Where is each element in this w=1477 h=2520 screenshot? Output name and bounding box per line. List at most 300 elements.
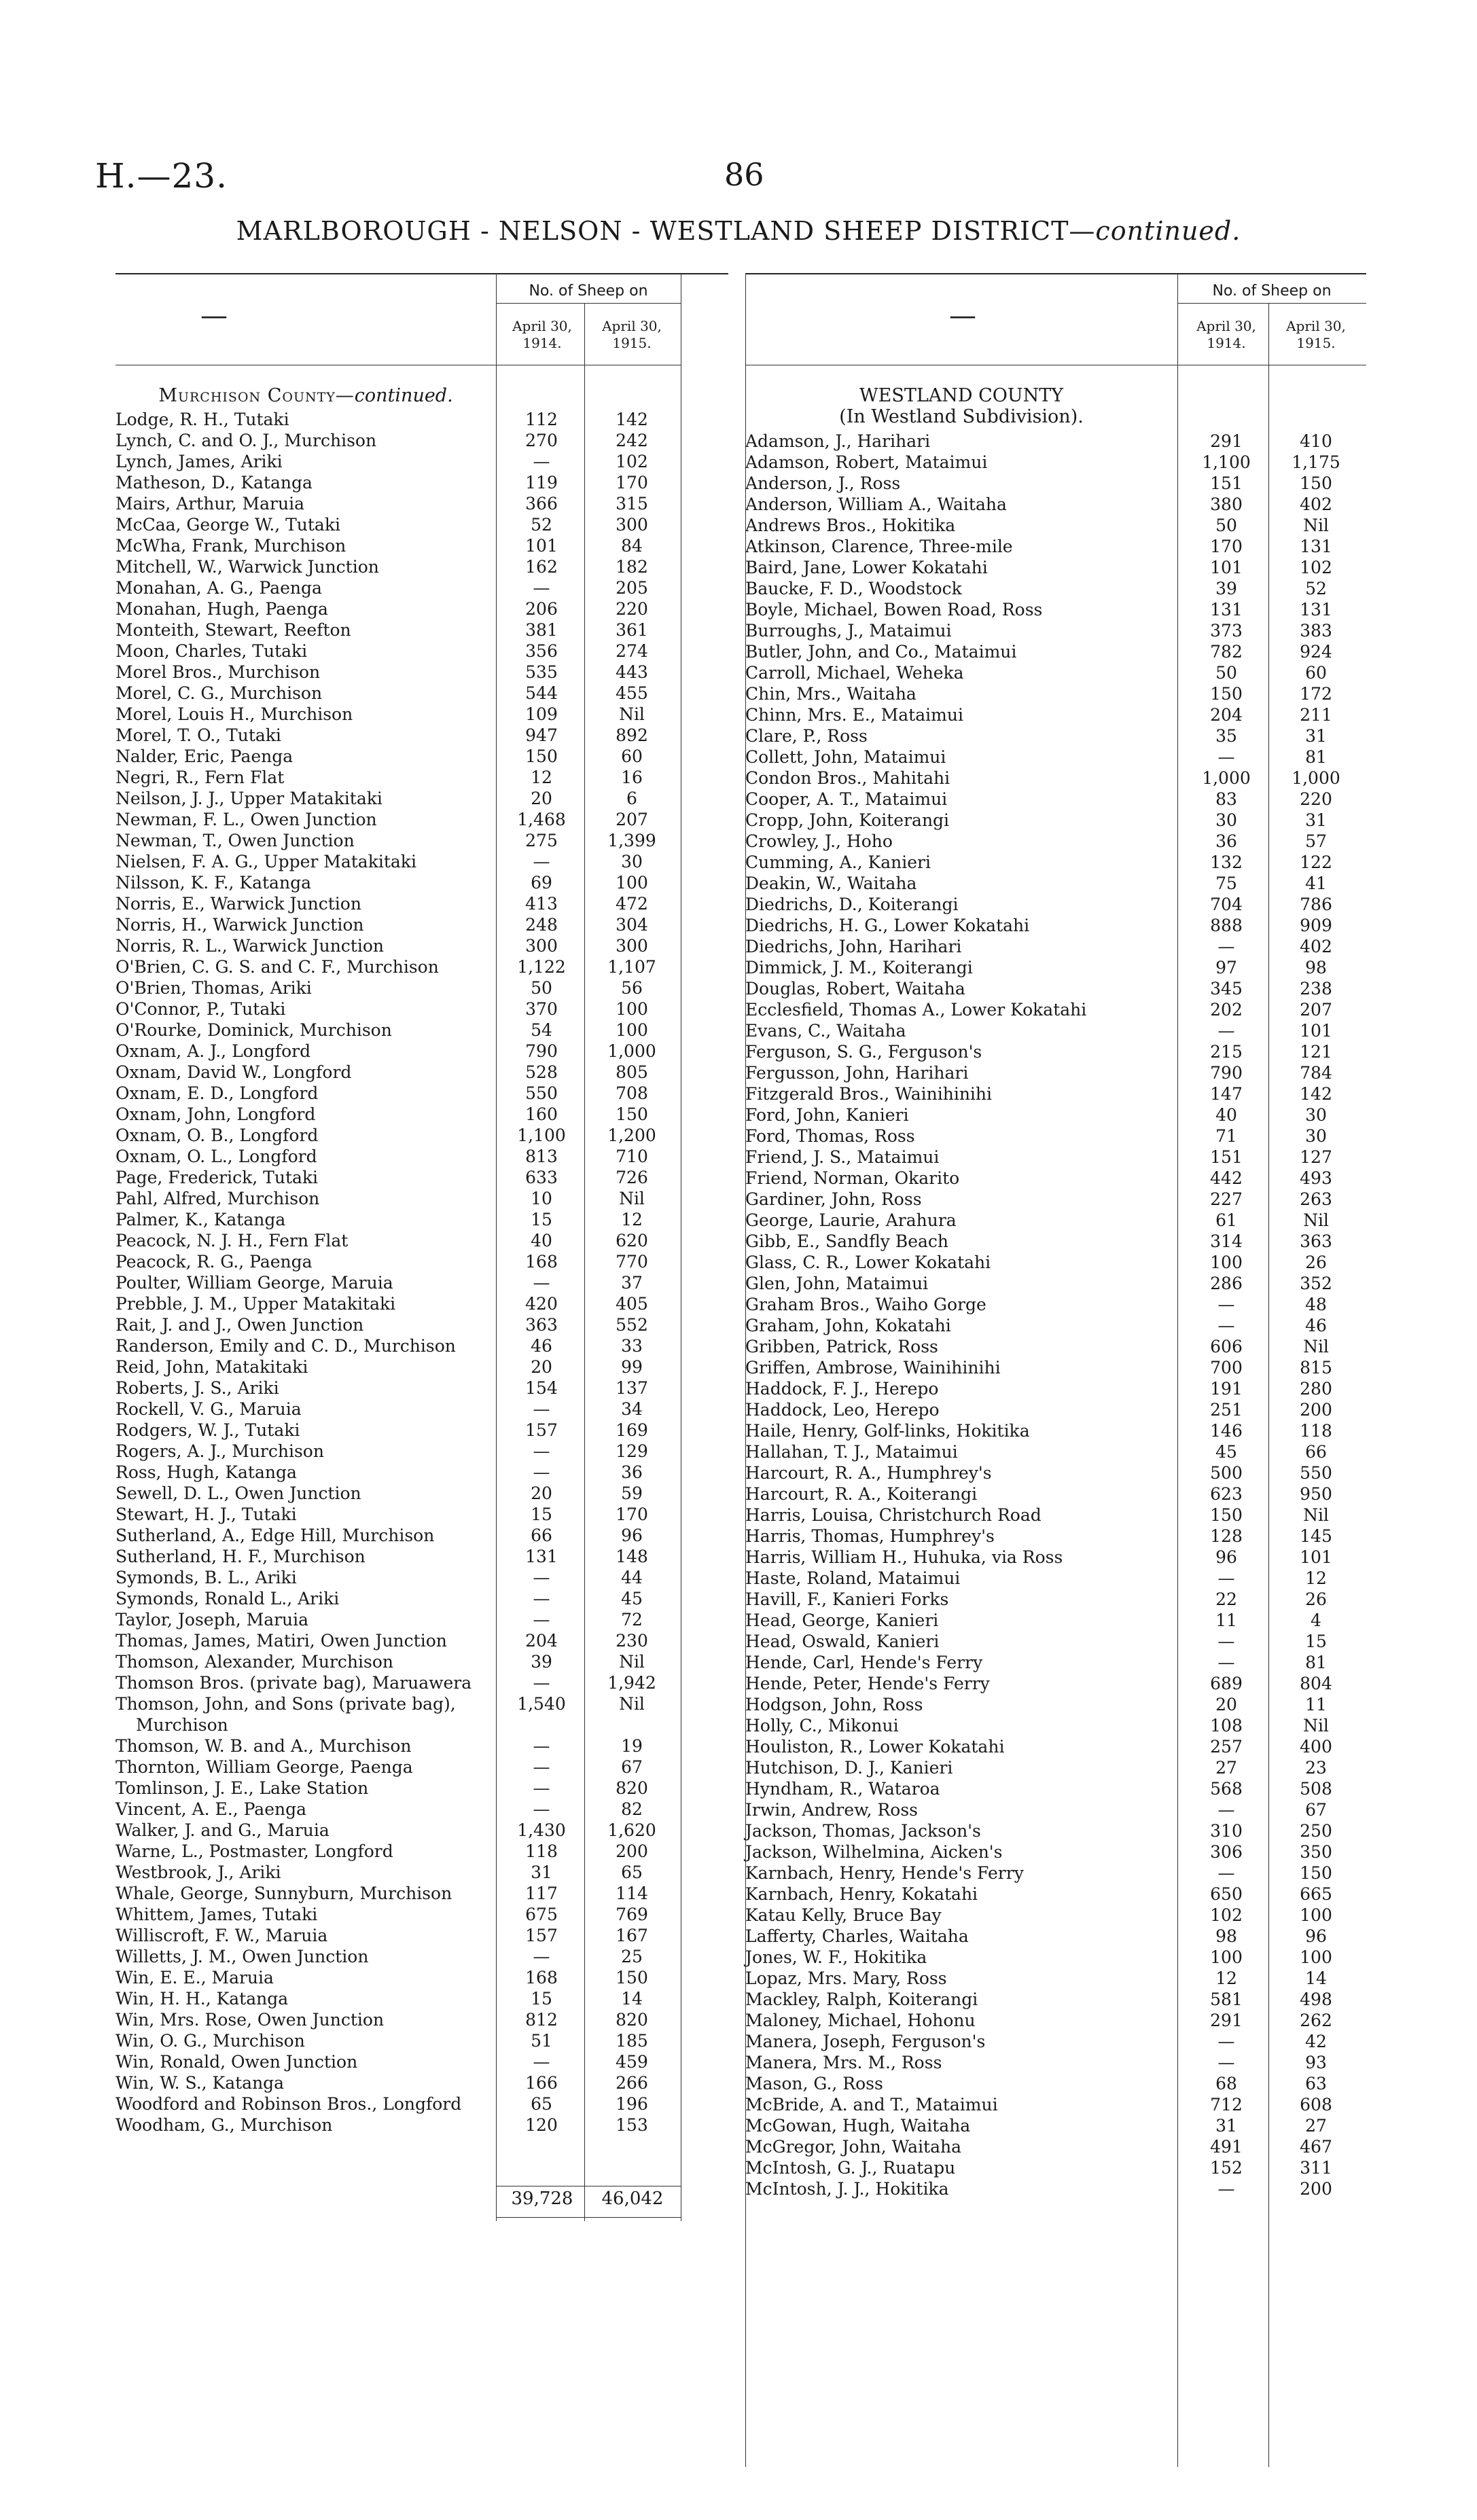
table-row: [745, 1841, 1366, 1862]
owner-name: Hutchison, D. J., Kanieri: [745, 1758, 953, 1778]
sheep-1914: 68: [1215, 2074, 1237, 2093]
table-row: [745, 683, 1366, 704]
table-row: [745, 1252, 1366, 1273]
sheep-1914: —: [533, 2052, 550, 2072]
owner-name: McGowan, Hugh, Waitaha: [745, 2116, 971, 2136]
table-row: [745, 1420, 1366, 1441]
sheep-1915: 137: [616, 1378, 648, 1398]
owner-name: Whittem, James, Tutaki: [115, 1905, 318, 1924]
owner-name: Burroughs, J., Mataimui: [745, 621, 952, 641]
table-row: [115, 1104, 728, 1125]
table-row: [745, 1294, 1366, 1315]
table-row: [115, 1314, 728, 1335]
owner-name: Boyle, Michael, Bowen Road, Ross: [745, 600, 1043, 619]
table-row: [115, 472, 728, 493]
table-row: [115, 451, 728, 472]
sheep-1914: 704: [1210, 895, 1243, 914]
table-row: [745, 936, 1366, 957]
owner-name: Cropp, John, Koiterangi: [745, 810, 950, 830]
title-suffix: continued.: [1095, 216, 1241, 246]
owner-name: Woodham, G., Murchison: [115, 2115, 333, 2135]
sheep-1915: 1,107: [607, 957, 656, 977]
table-row: [745, 1378, 1366, 1399]
sheep-1914: 22: [1215, 1589, 1237, 1609]
owner-name: Harcourt, R. A., Koiterangi: [745, 1484, 978, 1504]
sheep-1914: 248: [525, 915, 558, 935]
owner-name: Peacock, R. G., Paenga: [115, 1252, 313, 1272]
owner-name: McIntosh, J. J., Hokitika: [745, 2179, 949, 2199]
sheep-1914: 11: [1215, 1610, 1237, 1630]
header-rule: [496, 303, 681, 304]
sheep-1915: 100: [616, 873, 648, 893]
sheep-1914: —: [1217, 1568, 1235, 1588]
table-row: [745, 789, 1366, 810]
title-main: MARLBOROUGH - NELSON - WESTLAND SHEEP DISTRICT—: [236, 216, 1096, 246]
owner-name: Fitzgerald Bros., Wainihinihi: [745, 1084, 993, 1104]
sheep-1914: —: [533, 1462, 550, 1482]
table-row: [115, 935, 728, 956]
sheep-1915: 60: [621, 746, 643, 766]
sheep-1914: 204: [1210, 705, 1243, 725]
sheep-1915: 820: [616, 2010, 648, 2030]
table-row: [745, 431, 1366, 452]
sheep-1915: 11: [1305, 1695, 1327, 1714]
table-row: [745, 641, 1366, 662]
owner-name: Condon Bros., Mahitahi: [745, 768, 950, 788]
sheep-1915: 1,942: [607, 1673, 656, 1693]
page-number: 86: [724, 156, 764, 193]
table-row: [115, 2093, 728, 2114]
column-header-1914: April 30, 1914.: [512, 318, 572, 351]
sheep-1914: 356: [525, 641, 558, 661]
table-row: [745, 2115, 1366, 2136]
table-row: [115, 914, 728, 935]
sheep-1915: 131: [1300, 600, 1332, 619]
owner-name: Mitchell, W., Warwick Junction: [115, 557, 379, 577]
table-row: [745, 1189, 1366, 1210]
sheep-1914: 544: [525, 683, 558, 703]
owner-name: Rait, J. and J., Owen Junction: [115, 1315, 364, 1335]
table-row: [745, 599, 1366, 620]
table-row: [745, 873, 1366, 894]
sheep-1914: 1,100: [1202, 452, 1251, 472]
owner-name: Morel, Louis H., Murchison: [115, 704, 353, 724]
sheep-1915: 118: [1300, 1421, 1332, 1441]
table-row: [115, 1546, 728, 1567]
sheep-1915: 909: [1300, 916, 1332, 935]
table-row: [745, 1147, 1366, 1168]
sheep-1914: 117: [525, 1884, 558, 1903]
sheep-1915: 93: [1305, 2053, 1327, 2072]
sheep-1914: 102: [1210, 1905, 1243, 1925]
sheep-1915: 72: [621, 1610, 643, 1630]
sheep-1914: 101: [1210, 558, 1243, 577]
sheep-1914: 420: [525, 1294, 558, 1314]
sheep-1914: —: [533, 1778, 550, 1798]
owner-name: Head, George, Kanieri: [745, 1610, 939, 1630]
owner-name: Williscroft, F. W., Maruia: [115, 1926, 328, 1945]
sheep-1914: 150: [1210, 1505, 1243, 1525]
table-row: [745, 1884, 1366, 1905]
sheep-1914: 568: [1210, 1779, 1243, 1799]
table-row: [115, 1946, 728, 1967]
sheep-1914: 50: [1215, 516, 1237, 535]
owner-name: Lynch, C. and O. J., Murchison: [115, 431, 377, 450]
sheep-1915: 443: [616, 662, 648, 682]
table-row: [745, 1568, 1366, 1589]
column-header-1914: April 30, 1914.: [1196, 318, 1256, 351]
owner-name: Hallahan, T. J., Mataimui: [745, 1442, 958, 1462]
sheep-1915: 67: [621, 1757, 643, 1777]
sheep-1915: 96: [621, 1526, 643, 1545]
sheep-1914: 257: [1210, 1737, 1243, 1757]
sheep-1914: —: [533, 578, 550, 598]
sheep-1915: 121: [1300, 1042, 1332, 1062]
sheep-1915: 37: [621, 1273, 643, 1293]
sheep-1914: 712: [1210, 2095, 1243, 2114]
table-row: [115, 1609, 728, 1630]
sheep-1914: 120: [525, 2115, 558, 2135]
sheep-1914: 442: [1210, 1168, 1243, 1188]
table-row: [745, 494, 1366, 515]
sheep-1914: 50: [531, 978, 552, 998]
sheep-1915: 665: [1300, 1884, 1332, 1904]
sheep-1915: 280: [1300, 1379, 1332, 1399]
sheep-1915: 153: [616, 2115, 648, 2135]
sheep-1914: 66: [531, 1526, 552, 1545]
sheep-1914: 1,000: [1202, 768, 1251, 788]
owner-name: Lodge, R. H., Tutaki: [115, 410, 289, 429]
table-row: [115, 1588, 728, 1609]
sheep-1915: 100: [1300, 1905, 1332, 1925]
sheep-1914: —: [1217, 1863, 1235, 1883]
owner-name: Stewart, H. J., Tutaki: [115, 1505, 297, 1524]
table-row: [115, 1841, 728, 1862]
sheep-1914: 15: [531, 1210, 552, 1229]
sheep-1915: 23: [1305, 1758, 1327, 1778]
sheep-1914: 204: [525, 1631, 558, 1651]
table-row: [115, 577, 728, 598]
table-top-rule: [745, 273, 1366, 274]
owner-name: Diedrichs, D., Koiterangi: [745, 895, 959, 914]
sheep-1914: 36: [1215, 831, 1237, 851]
sheep-1915: Nil: [619, 1652, 645, 1672]
table-row: [115, 746, 728, 767]
sheep-1914: 300: [525, 936, 558, 956]
table-row: [745, 999, 1366, 1020]
sheep-1914: 275: [525, 831, 558, 850]
owner-name: Hodgson, John, Ross: [745, 1695, 923, 1714]
owner-name: Oxnam, O. L., Longford: [115, 1147, 317, 1166]
owner-name: Hyndham, R., Wataroa: [745, 1779, 940, 1799]
sheep-1915: 769: [616, 1905, 648, 1924]
owner-name: McCaa, George W., Tutaki: [115, 515, 340, 535]
sheep-1914: 112: [525, 410, 558, 429]
owner-name: Harcourt, R. A., Humphrey's: [745, 1463, 992, 1483]
sheep-1915: 924: [1300, 642, 1332, 662]
sheep-1914: 100: [1210, 1253, 1243, 1272]
sheep-1914: 1,540: [517, 1694, 566, 1714]
owner-name: Gibb, E., Sandfly Beach: [745, 1231, 949, 1251]
owner-name: Page, Frederick, Tutaki: [115, 1168, 319, 1187]
sheep-1914: 813: [525, 1147, 558, 1166]
owner-name: Norris, R. L., Warwick Junction: [115, 936, 384, 956]
sheep-1914: 1,468: [517, 810, 566, 829]
table-row: [745, 1631, 1366, 1652]
sheep-1914: 202: [1210, 1000, 1243, 1020]
owner-name: Murchison: [136, 1715, 228, 1735]
sheep-1914: 10: [531, 1189, 552, 1208]
sheep-1915: 1,399: [607, 831, 656, 850]
sheep-1915: 82: [621, 1799, 643, 1819]
owner-name: Anderson, William A., Waitaha: [745, 494, 1007, 514]
sheep-1914: 132: [1210, 852, 1243, 872]
owner-name: Tomlinson, J. E., Lake Station: [115, 1778, 369, 1798]
owner-name: Nielsen, F. A. G., Upper Matakitaki: [115, 852, 416, 871]
owner-name: Deakin, W., Waitaha: [745, 874, 917, 893]
sheep-1915: 315: [616, 494, 648, 514]
sheep-1915: 274: [616, 641, 648, 661]
sheep-1914: 75: [1215, 874, 1237, 893]
table-row: [115, 1399, 728, 1420]
owner-name: Hende, Carl, Hende's Ferry: [745, 1653, 983, 1672]
sheep-1915: 99: [621, 1357, 643, 1377]
sheep-1914: 96: [1215, 1547, 1237, 1567]
table-row: [115, 788, 728, 809]
table-row: [115, 977, 728, 998]
table-row: [115, 1251, 728, 1272]
table-row: [745, 1062, 1366, 1083]
sheep-1915: Nil: [619, 1189, 645, 1208]
sheep-1915: 230: [616, 1631, 648, 1651]
sheep-1914: —: [1217, 1295, 1235, 1314]
sheep-1914: 191: [1210, 1379, 1243, 1399]
sheep-1915: 96: [1305, 1926, 1327, 1946]
owner-name: Andrews Bros., Hokitika: [745, 516, 956, 535]
owner-name: Taylor, Joseph, Maruia: [115, 1610, 309, 1630]
sheep-1915: 12: [1305, 1568, 1327, 1588]
table-row: [745, 957, 1366, 978]
sheep-1915: 207: [616, 810, 648, 829]
sheep-1914: —: [1217, 2179, 1235, 2199]
sheep-1915: 101: [1300, 1021, 1332, 1041]
owner-name: Win, H. H., Katanga: [115, 1989, 289, 2009]
owner-name: Douglas, Robert, Waitaha: [745, 979, 965, 998]
owner-name: Cumming, A., Kanieri: [745, 852, 931, 872]
owner-name: Rodgers, W. J., Tutaki: [115, 1420, 300, 1440]
sheep-1914: 98: [1215, 1926, 1237, 1946]
sheep-1914: 150: [1210, 684, 1243, 704]
sheep-1915: 65: [621, 1862, 643, 1882]
table-row: [115, 535, 728, 556]
table-row: [115, 998, 728, 1020]
sheep-1914: 12: [1215, 1968, 1237, 1988]
table-row: [745, 1652, 1366, 1673]
sheep-1914: —: [533, 452, 550, 471]
owner-name: Palmer, K., Katanga: [115, 1210, 286, 1229]
table-row: [115, 1020, 728, 1041]
table-row: [745, 473, 1366, 494]
sheep-1914: 100: [1210, 1947, 1243, 1967]
table-row: [745, 2136, 1366, 2157]
owner-name: Graham Bros., Waiho Gorge: [745, 1295, 986, 1314]
table-row: [115, 1778, 728, 1799]
sheep-1914: 345: [1210, 979, 1243, 998]
owner-name: Oxnam, A. J., Longford: [115, 1041, 311, 1061]
sheep-1915: Nil: [1303, 1210, 1329, 1230]
sheep-1915: 148: [616, 1547, 648, 1566]
table-row: [115, 1125, 728, 1146]
table-row: [115, 1462, 728, 1483]
owner-name: Sutherland, A., Edge Hill, Murchison: [115, 1526, 435, 1545]
owner-name: Win, W. S., Katanga: [115, 2073, 285, 2093]
sheep-1914: 150: [525, 746, 558, 766]
sheep-1915: 608: [1300, 2095, 1332, 2114]
header-dash: —: [949, 300, 976, 331]
sheep-1914: 413: [525, 894, 558, 914]
sheep-1914: 20: [531, 1483, 552, 1503]
owner-name: Baucke, F. D., Woodstock: [745, 579, 962, 598]
sheep-1915: 42: [1305, 2032, 1327, 2051]
column-group-header: No. of Sheep on: [529, 283, 648, 300]
owner-name: Oxnam, David W., Longford: [115, 1062, 352, 1082]
owner-name: Diedrichs, John, Harihari: [745, 937, 962, 956]
sheep-1914: 15: [531, 1505, 552, 1524]
owner-name: Willetts, J. M., Owen Junction: [115, 1947, 369, 1966]
owner-name: Atkinson, Clarence, Three-mile: [745, 537, 1013, 556]
owner-name: Warne, L., Postmaster, Longford: [115, 1841, 393, 1861]
owner-name: Gribben, Patrick, Ross: [745, 1337, 938, 1356]
sheep-1914: 118: [525, 1841, 558, 1861]
table-row: [745, 557, 1366, 578]
table-row: [745, 515, 1366, 536]
table-row: [115, 1735, 728, 1757]
sheep-1914: 151: [1210, 473, 1243, 493]
sheep-1915: 16: [621, 768, 643, 787]
owner-name: Newman, T., Owen Junction: [115, 831, 355, 850]
sheep-1914: —: [533, 852, 550, 871]
owner-name: Irwin, Andrew, Ross: [745, 1800, 918, 1820]
table-row: [745, 662, 1366, 683]
owner-name: Mason, G., Ross: [745, 2074, 883, 2093]
sheep-1915: 172: [1300, 684, 1332, 704]
table-row: [115, 1356, 728, 1378]
owner-name: Evans, C., Waitaha: [745, 1021, 906, 1041]
sheep-1914: 40: [1215, 1105, 1237, 1125]
sheep-1915: 784: [1300, 1063, 1332, 1083]
sheep-1915: 67: [1305, 1800, 1327, 1820]
owner-name: Morel Bros., Murchison: [115, 662, 321, 682]
owner-name: Pahl, Alfred, Murchison: [115, 1189, 320, 1208]
table-row: [745, 1989, 1366, 2010]
owner-name: O'Rourke, Dominick, Murchison: [115, 1020, 392, 1040]
owner-name: Thomas, James, Matiri, Owen Junction: [115, 1631, 447, 1651]
owner-name: Vincent, A. E., Paenga: [115, 1799, 306, 1819]
sheep-1915: 14: [621, 1989, 643, 2009]
table-row: [115, 2009, 728, 2030]
sheep-1915: 804: [1300, 1674, 1332, 1693]
sheep-1914: 306: [1210, 1842, 1243, 1862]
sheep-1915: 200: [1300, 2179, 1332, 2199]
sheep-1915: 350: [1300, 1842, 1332, 1862]
sheep-1914: 12: [531, 768, 552, 787]
owner-name: Friend, Norman, Okarito: [745, 1168, 960, 1188]
table-row: [745, 1083, 1366, 1104]
sheep-1915: 41: [1305, 874, 1327, 893]
owner-name: McGregor, John, Waitaha: [745, 2137, 962, 2157]
table-row: [115, 1041, 728, 1062]
sheep-1914: 363: [525, 1315, 558, 1335]
right-rows: [745, 431, 1366, 2199]
table-row: [115, 641, 728, 662]
sheep-1914: 97: [1215, 958, 1237, 977]
table-row: [115, 1799, 728, 1820]
owner-name: Thomson, Alexander, Murchison: [115, 1652, 393, 1672]
owner-name: Win, Ronald, Owen Junction: [115, 2052, 358, 2072]
owner-name: McIntosh, G. J., Ruatapu: [745, 2158, 956, 2178]
sheep-1914: 46: [531, 1336, 552, 1356]
column-header-1915: April 30, 1915.: [1286, 318, 1346, 351]
table-row: [745, 1905, 1366, 1926]
sheep-1914: 790: [525, 1041, 558, 1061]
sheep-1915: 220: [1300, 789, 1332, 809]
owner-name: Haddock, Leo, Herepo: [745, 1400, 940, 1420]
owner-name: Haile, Henry, Golf-links, Hokitika: [745, 1421, 1030, 1441]
sheep-1914: 108: [1210, 1716, 1243, 1735]
sheep-1914: —: [1217, 2053, 1235, 2072]
table-row: [745, 1210, 1366, 1231]
sheep-1914: 270: [525, 431, 558, 450]
table-row: [115, 2072, 728, 2093]
sheep-1914: 35: [1215, 726, 1237, 746]
owner-name: Poulter, William George, Maruia: [115, 1273, 393, 1293]
sheep-1915: 12: [621, 1210, 643, 1229]
owner-name: Moon, Charles, Tutaki: [115, 641, 308, 661]
owner-name: Manera, Joseph, Ferguson's: [745, 2032, 986, 2051]
sheep-1914: 291: [1210, 2011, 1243, 2030]
sheep-1915: 31: [1305, 726, 1327, 746]
owner-name: Ford, Thomas, Ross: [745, 1126, 915, 1146]
sheep-1914: 581: [1210, 1990, 1243, 2009]
sheep-1914: 168: [525, 1968, 558, 1987]
sheep-1915: 19: [621, 1736, 643, 1756]
owner-name: Lafferty, Charles, Waitaha: [745, 1926, 969, 1946]
sheep-1915: 1,000: [607, 1041, 656, 1061]
sheep-1914: —: [533, 1441, 550, 1461]
owner-name: Peacock, N. J. H., Fern Flat: [115, 1231, 349, 1250]
owner-name: Monahan, Hugh, Paenga: [115, 599, 328, 619]
owner-name: Sewell, D. L., Owen Junction: [115, 1483, 361, 1503]
owner-name: Lynch, James, Ariki: [115, 452, 283, 471]
sheep-1915: 726: [616, 1168, 648, 1187]
sheep-1915: 220: [616, 599, 648, 619]
sheep-1914: —: [533, 1399, 550, 1419]
sheep-1914: 154: [525, 1378, 558, 1398]
sheep-1915: 467: [1300, 2137, 1332, 2157]
owner-name: Sutherland, H. F., Murchison: [115, 1547, 366, 1566]
sheep-1915: 402: [1300, 937, 1332, 956]
sheep-1914: —: [533, 1799, 550, 1819]
owner-name: Matheson, D., Katanga: [115, 473, 313, 492]
sheep-1914: 500: [1210, 1463, 1243, 1483]
table-row: [115, 662, 728, 683]
owner-name: Ford, John, Kanieri: [745, 1105, 909, 1125]
owner-name: Morel, C. G., Murchison: [115, 683, 323, 703]
owner-name: Thomson, W. B. and A., Murchison: [115, 1736, 412, 1756]
owner-name: Walker, J. and G., Maruia: [115, 1820, 330, 1840]
owner-name: Karnbach, Henry, Kokatahi: [745, 1884, 978, 1904]
table-row: [745, 1462, 1366, 1483]
